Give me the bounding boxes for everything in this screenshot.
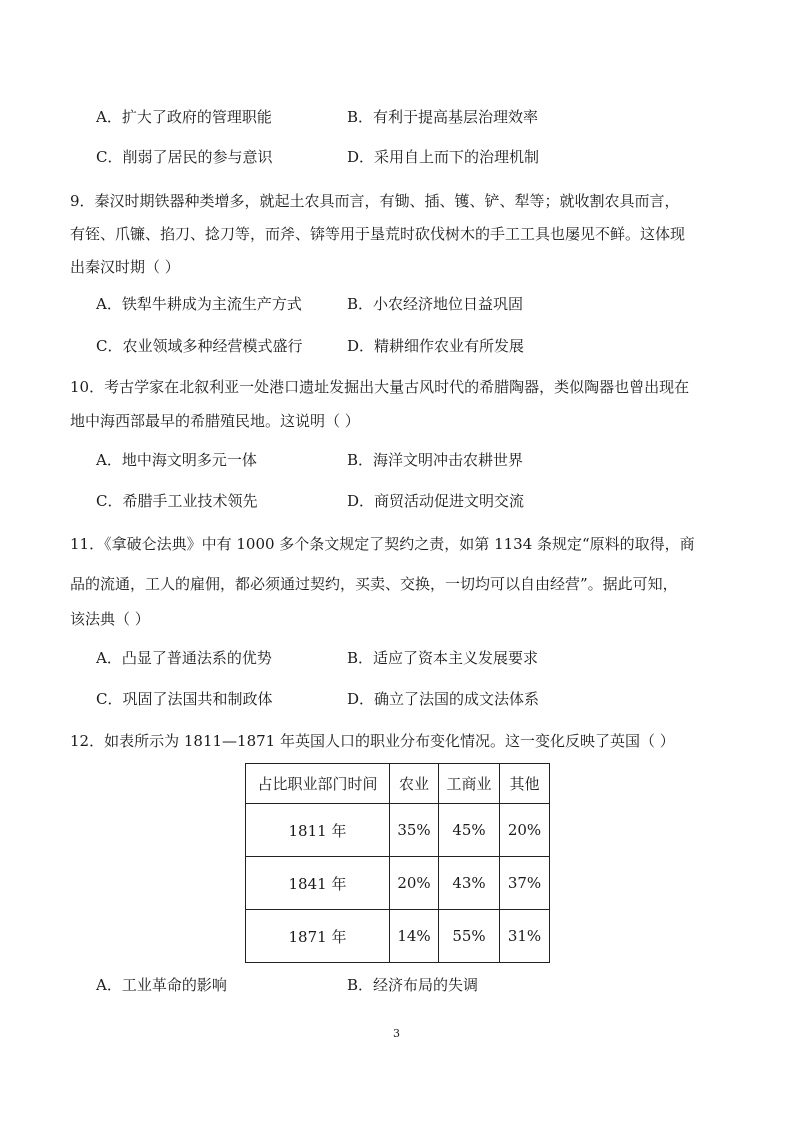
q11-stem-line3: 该法典（ ） — [70, 610, 150, 628]
table-cell-year: 1811 年 — [246, 804, 390, 857]
q10-option-c: C．希腊手工业技术领先 — [96, 492, 258, 510]
occupation-table — [245, 763, 550, 963]
q9-option-d: D．精耕细作农业有所发展 — [347, 337, 525, 355]
q12-option-b: B．经济布局的失调 — [347, 976, 479, 994]
table-cell: 43% — [439, 857, 500, 910]
table-header-cell: 农业 — [390, 764, 439, 804]
q10-option-d: D．商贸活动促进文明交流 — [347, 492, 525, 510]
table-header-row — [246, 764, 550, 804]
q10-stem-line1: 10．考古学家在北叙利亚一处港口遗址发掘出大量古风时代的希腊陶器，类似陶器也曾出现在 — [70, 378, 690, 396]
table-cell: 31% — [500, 910, 550, 963]
table-cell-year: 1871 年 — [246, 910, 390, 963]
q9-stem-line2: 有铚、爪镰、掐刀、捻刀等，而斧、锛等用于垦荒时砍伐树木的手工工具也屡见不鲜。这体现 — [70, 225, 686, 243]
q10-stem-line2: 地中海西部最早的希腊殖民地。这说明（ ） — [70, 412, 360, 430]
q8-option-d: D．采用自上而下的治理机制 — [347, 148, 540, 166]
q12-stem: 12．如表所示为 1811—1871 年英国人口的职业分布变化情况。这一变化反映了英国（ ） — [70, 732, 675, 750]
q9-option-b: B．小农经济地位日益巩固 — [347, 295, 524, 313]
q11-stem-line2: 品的流通，工人的雇佣，都必须通过契约，买卖、交换，一切均可以自由经营”。据此可知， — [70, 575, 678, 593]
table-cell: 55% — [439, 910, 500, 963]
q9-stem-line1: 9．秦汉时期铁器种类增多，就起土农具而言，有锄、插、镬、铲、犁等；就收割农具而言， — [70, 192, 680, 210]
table-cell-year: 1841 年 — [246, 857, 390, 910]
q11-option-a: A．凸显了普通法系的优势 — [96, 649, 272, 667]
q11-option-d: D．确立了法国的成文法体系 — [347, 690, 540, 708]
q10-option-b: B．海洋文明冲击农耕世界 — [347, 451, 524, 469]
q9-stem-line3: 出秦汉时期（ ） — [70, 258, 180, 276]
q9-option-a: A．铁犁牛耕成为主流生产方式 — [96, 295, 302, 313]
q11-option-c: C．巩固了法国共和制政体 — [96, 690, 273, 708]
q8-option-c: C．削弱了居民的参与意识 — [96, 148, 273, 166]
table-cell: 37% — [500, 857, 550, 910]
q8-option-b: B．有利于提高基层治理效率 — [347, 108, 539, 126]
q10-option-a: A．地中海文明多元一体 — [96, 451, 257, 469]
table-cell: 35% — [390, 804, 439, 857]
table-cell: 45% — [439, 804, 500, 857]
page-number: 3 — [393, 1027, 400, 1040]
table-cell: 20% — [500, 804, 550, 857]
table-row — [246, 857, 550, 910]
table-row — [246, 910, 550, 963]
q11-option-b: B．适应了资本主义发展要求 — [347, 649, 539, 667]
table-cell: 14% — [390, 910, 439, 963]
table-header-cell: 占比职业部门时间 — [246, 764, 390, 804]
q12-option-a: A．工业革命的影响 — [96, 976, 227, 994]
table-header-cell: 工商业 — [439, 764, 500, 804]
q9-option-c: C．农业领域多种经营模式盛行 — [96, 337, 303, 355]
q8-option-a: A．扩大了政府的管理职能 — [96, 108, 272, 126]
table-header-cell: 其他 — [500, 764, 550, 804]
q11-stem-line1: 11．《拿破仑法典》中有 1000 多个条文规定了契约之责，如第 1134 条规定“原料的取得，商 — [70, 535, 695, 553]
table-cell: 20% — [390, 857, 439, 910]
table-row — [246, 804, 550, 857]
